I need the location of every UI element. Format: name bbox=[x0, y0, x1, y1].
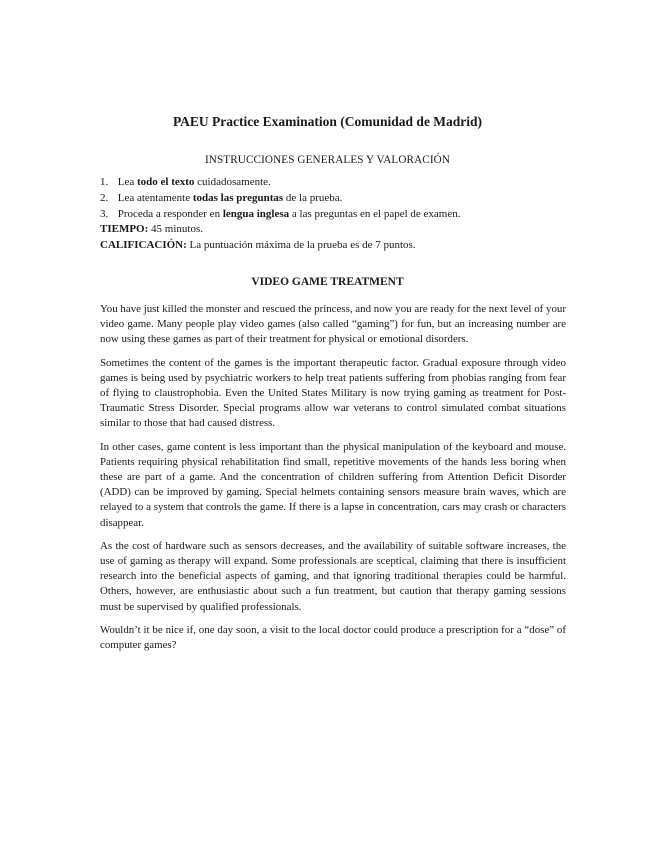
instruction-emphasis: todas las preguntas bbox=[192, 191, 284, 204]
article-title: VIDEO GAME TREATMENT bbox=[251, 276, 404, 288]
article-paragraph: Wouldn’t it be nice if, one day soon, a visit to the local doctor could produce a prescription for a “dose” of computer games? bbox=[100, 623, 566, 652]
time-value: 45 minutos. bbox=[148, 223, 203, 236]
instruction-text: de la prueba. bbox=[283, 191, 343, 204]
instructions-list bbox=[100, 175, 570, 222]
instruction-text: cuidadosamente. bbox=[194, 176, 271, 188]
article-paragraph: Sometimes the content of the games is the important therapeutic factor. Gradual exposure through video games is being used by psychiatric workers to help treat patients suffering from phobias ranging from fear of flying to claustrophobia. Even the United States Military is now trying gaming as treatment for Post-Traumatic Stress Disorder. Special programs allow war veterans to control simulated combat situations similar to those that had caused distress. bbox=[100, 356, 566, 430]
page-title: PAEU Practice Examination (Comunidad de Madrid) bbox=[172, 114, 483, 129]
article-paragraph: As the cost of hardware such as sensors decreases, and the availability of suitable software increases, the use of gaming as therapy will expand. Some professionals are sceptical, claiming that there is insufficient research into the beneficial aspects of gaming, and that ignoring traditional therapies could be harmful. Others, however, are enthusiastic about such a fun treatment, but caution that therapy gaming sessions must be supervised by qualified professionals. bbox=[100, 539, 566, 613]
instruction-emphasis: todo el texto bbox=[136, 176, 195, 188]
time-line bbox=[100, 222, 570, 238]
instruction-text: Lea atentamente bbox=[117, 191, 193, 204]
article-body bbox=[100, 302, 566, 661]
instruction-number: 2. bbox=[100, 191, 109, 204]
instruction-item bbox=[100, 207, 570, 223]
instruction-number: 3. bbox=[100, 207, 109, 220]
instruction-emphasis: lengua inglesa bbox=[222, 207, 290, 220]
instruction-number: 1. bbox=[100, 176, 109, 188]
instruction-text: a las preguntas en el papel de examen. bbox=[289, 207, 461, 220]
instruction-text: Proceda a responder en bbox=[117, 207, 223, 220]
time-label: TIEMPO: bbox=[100, 223, 149, 236]
article-paragraph: You have just killed the monster and rescued the princess, and now you are ready for the next level of your video game. Many people play video games (also called “gaming”) for fun, but an increasing number are now using these games as part of their treatment for physical or emotional disorders. bbox=[100, 303, 566, 346]
instruction-item bbox=[100, 175, 570, 191]
grade-line bbox=[100, 238, 570, 254]
instructions-block bbox=[100, 175, 570, 254]
instructions-heading: INSTRUCCIONES GENERALES Y VALORACIÓN bbox=[204, 154, 451, 166]
instruction-item bbox=[100, 191, 570, 207]
instruction-text: Lea bbox=[117, 176, 137, 188]
article-paragraph: In other cases, game content is less important than the physical manipulation of the keyboard and mouse. Patients requiring physical rehabilitation find small, repetitive movements of the hands less boring when these are part of a game. And the concentration of children suffering from Attention Deficit Disorder (ADD) can be improved by gaming. Special helmets containing sensors measure brain waves, which are relayed to a system that controls the game. If there is a lapse in concentration, cars may crash or characters disappear. bbox=[100, 440, 566, 529]
grade-label: CALIFICACIÓN: bbox=[100, 239, 187, 252]
grade-value: La puntuación máxima de la prueba es de 7 puntos. bbox=[186, 239, 416, 252]
